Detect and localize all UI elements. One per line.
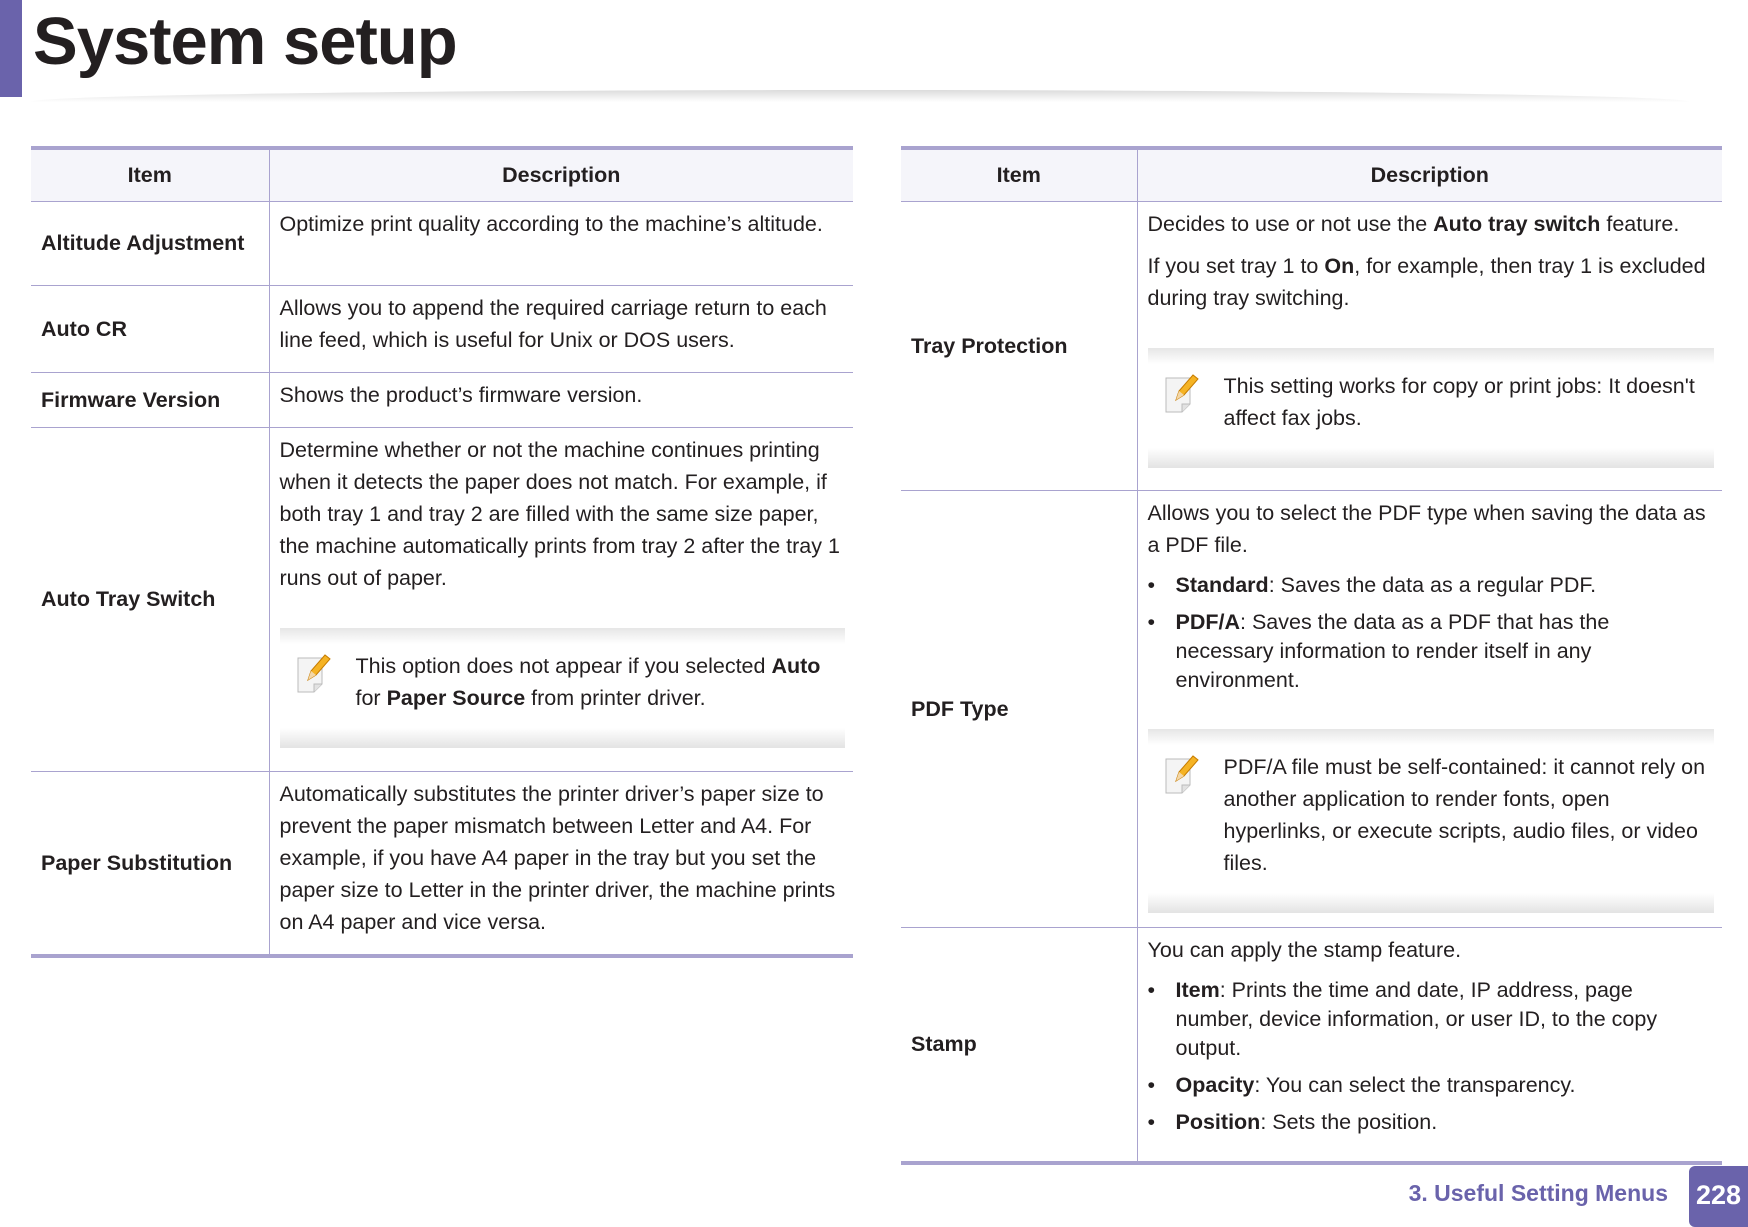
setting-description <box>269 372 853 427</box>
table-row <box>901 490 1722 927</box>
table-header-row <box>31 148 853 201</box>
setting-name: Firmware Version <box>31 372 269 427</box>
text-run: , for example, then tray 1 is excluded during tray switching. <box>1147 253 1706 310</box>
bullet-item <box>1148 571 1713 600</box>
bold-term: Auto <box>771 653 821 678</box>
setting-description <box>1137 927 1722 1163</box>
setting-description <box>1137 490 1722 927</box>
text-run: : You can select the transparency. <box>1254 1072 1576 1097</box>
note-text <box>356 650 842 714</box>
bold-term: Standard <box>1175 572 1269 597</box>
text-run: : Sets the position. <box>1260 1109 1438 1134</box>
text-run: PDF/A file must be self-contained: it cannot rely on another application to render fonts, open hyperlinks, or execute scripts, audio files, or video files. <box>1223 754 1706 875</box>
text-run: : Saves the data as a PDF that has the necessary information to render itself in any environment. <box>1175 609 1610 692</box>
description-paragraph <box>280 292 844 356</box>
table-row <box>31 285 853 372</box>
page-title: System setup <box>33 4 457 79</box>
bold-term: Opacity <box>1175 1072 1255 1097</box>
bullet-item <box>1148 608 1713 695</box>
bullet-item <box>1148 976 1713 1063</box>
note-text <box>1224 751 1711 879</box>
note-box <box>1148 729 1715 913</box>
column-header-description: Description <box>269 148 853 201</box>
text-run: Determine whether or not the machine continues printing when it detects the paper does not match. For example, if both tray 1 and tray 2 are filled with the same size paper, the machine automatically prints from tray 2 after the tray 1 runs out of paper. <box>279 437 840 590</box>
bullet-item <box>1148 1071 1713 1100</box>
note-box <box>1148 348 1715 468</box>
description-paragraph <box>1148 497 1713 561</box>
column-header-item: Item <box>31 148 269 201</box>
title-divider <box>30 90 1690 102</box>
bold-term: Item <box>1175 977 1220 1002</box>
text-run: Allows you to append the required carriage return to each line feed, which is useful for Unix or DOS users. <box>279 295 827 352</box>
text-run: from printer driver. <box>525 685 706 710</box>
setting-name: Stamp <box>901 927 1137 1163</box>
setting-description <box>1137 201 1722 490</box>
text-run: Automatically substitutes the printer driver’s paper size to prevent the paper mismatch between Letter and A4. For example, if you have A4 paper in the tray but you set the paper size to Letter in the printer driver, the machine prints on A4 paper and vice versa. <box>279 781 836 934</box>
table-row <box>31 771 853 956</box>
bold-term: Auto tray switch <box>1433 211 1601 236</box>
text-run: Decides to use or not use the <box>1147 211 1434 236</box>
description-paragraph <box>1148 934 1713 966</box>
note-box <box>280 628 846 748</box>
note-pencil-icon <box>1162 751 1202 795</box>
right-settings-table <box>901 146 1722 1165</box>
note-pencil-icon <box>1162 370 1202 414</box>
page-number: 228 <box>1689 1166 1748 1227</box>
column-header-description: Description <box>1137 148 1722 201</box>
setting-description <box>269 427 853 771</box>
description-paragraph <box>1148 208 1713 240</box>
table-row <box>31 427 853 771</box>
table-row <box>31 201 853 285</box>
note-pencil-icon <box>294 650 334 694</box>
setting-name: PDF Type <box>901 490 1137 927</box>
description-paragraph <box>1148 250 1713 314</box>
setting-name: Altitude Adjustment <box>31 201 269 285</box>
description-paragraph <box>280 208 844 240</box>
text-run: This option does not appear if you selected <box>355 653 772 678</box>
setting-name: Auto CR <box>31 285 269 372</box>
text-run: If you set tray 1 to <box>1147 253 1325 278</box>
text-run: Optimize print quality according to the machine’s altitude. <box>279 211 823 236</box>
text-run: for <box>355 685 387 710</box>
text-run: : Saves the data as a regular PDF. <box>1268 572 1597 597</box>
table-header-row <box>901 148 1722 201</box>
setting-name: Paper Substitution <box>31 771 269 956</box>
title-accent-bar <box>0 0 22 97</box>
text-run: You can apply the stamp feature. <box>1147 937 1462 962</box>
table-row <box>901 927 1722 1163</box>
left-settings-table <box>31 146 853 958</box>
description-paragraph <box>280 778 844 938</box>
column-header-item: Item <box>901 148 1137 201</box>
text-run: Allows you to select the PDF type when saving the data as a PDF file. <box>1147 500 1706 557</box>
text-run: feature. <box>1600 211 1680 236</box>
bullet-item <box>1148 1108 1713 1137</box>
setting-name: Auto Tray Switch <box>31 427 269 771</box>
table-row <box>31 372 853 427</box>
bold-term: Position <box>1175 1109 1261 1134</box>
bold-term: PDF/A <box>1175 609 1240 634</box>
description-paragraph <box>280 379 844 411</box>
setting-description <box>269 771 853 956</box>
note-text <box>1224 370 1711 434</box>
description-paragraph <box>280 434 844 594</box>
bold-term: Paper Source <box>386 685 526 710</box>
text-run: : Prints the time and date, IP address, page number, device information, or user ID, to the copy output. <box>1175 977 1658 1060</box>
bold-term: On <box>1324 253 1355 278</box>
setting-name: Tray Protection <box>901 201 1137 490</box>
text-run: Shows the product’s firmware version. <box>279 382 643 407</box>
setting-description <box>269 285 853 372</box>
setting-description <box>269 201 853 285</box>
text-run: This setting works for copy or print jobs: It doesn't affect fax jobs. <box>1223 373 1695 430</box>
chapter-footer: 3. Useful Setting Menus <box>1408 1180 1668 1206</box>
table-row <box>901 201 1722 490</box>
